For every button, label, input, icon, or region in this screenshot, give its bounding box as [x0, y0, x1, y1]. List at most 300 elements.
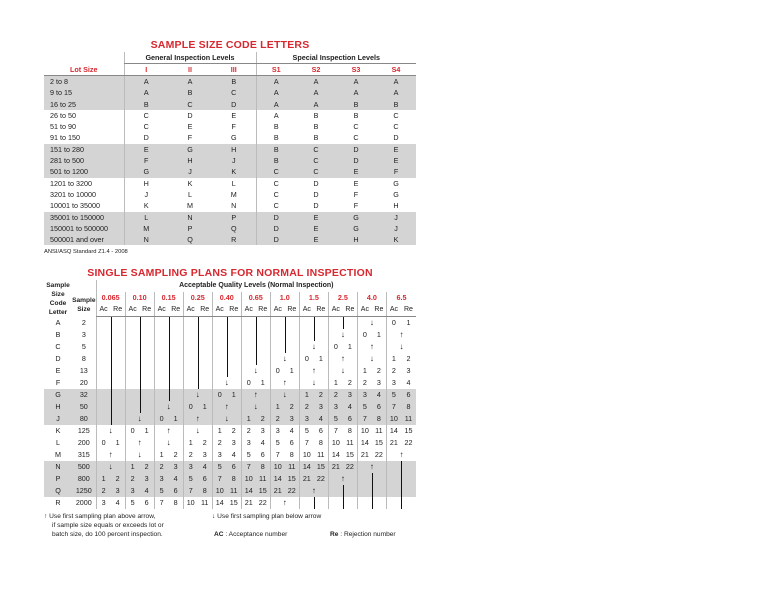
code-letter-cell: D	[336, 155, 376, 166]
plan-cell	[183, 317, 212, 330]
table-row	[44, 178, 416, 189]
ac-label: Ac	[357, 304, 372, 317]
code-letter-cell: A	[376, 76, 416, 88]
code-letter-cell: C	[296, 166, 336, 177]
arrow-line	[111, 401, 112, 413]
re-cell: 4	[169, 473, 184, 485]
plan-cell	[154, 437, 183, 449]
code-letter-cell: J	[44, 413, 72, 425]
code-letter-cell: A	[296, 87, 336, 98]
code-letter-cell: C	[393, 122, 399, 132]
table-row	[44, 132, 416, 143]
ac-cell: 21	[386, 437, 401, 449]
arrow-line	[111, 365, 112, 377]
code-letter-cell: Q	[44, 485, 72, 497]
up-arrow-icon: ↑	[311, 366, 316, 376]
code-letter-cell: C	[55, 342, 61, 352]
code-letter-cell: B	[55, 330, 61, 340]
re-cell: 6	[144, 498, 149, 508]
code-letter-cell: E	[376, 144, 416, 155]
table-row	[44, 212, 416, 223]
code-letter-cell: G	[393, 178, 399, 188]
re-cell: 1	[260, 378, 265, 388]
code-letter-cell: P	[44, 473, 72, 485]
code-letter-cell: A	[168, 76, 212, 88]
ac-cell: 1	[183, 437, 198, 449]
code-letter-cell: D	[55, 354, 61, 364]
re-cell: 6	[343, 413, 358, 425]
re-cell: 22	[314, 473, 329, 485]
up-arrow-icon: ↑	[282, 378, 287, 388]
re-cell: 15	[314, 461, 329, 473]
ac-cell: 7	[386, 401, 401, 413]
code-letter-cell: B	[313, 122, 319, 132]
arrow-line	[314, 317, 315, 329]
re-cell: 1	[376, 330, 381, 340]
re-cell: 3	[406, 366, 411, 376]
down-arrow-icon: ↓	[369, 318, 374, 328]
code-letter-cell: B	[256, 144, 296, 155]
ac-label: Ac	[212, 304, 227, 317]
re-cell: 1	[227, 389, 242, 401]
aql-level-header: 6.5	[386, 292, 416, 304]
code-letter-cell: F	[353, 201, 359, 211]
ac-cell: 0	[154, 413, 169, 425]
ac-cell: 1	[357, 365, 372, 377]
code-letter-cell: L	[231, 178, 236, 188]
code-letter-cell: A	[336, 76, 376, 88]
re-cell: 8	[401, 401, 416, 413]
down-arrow-icon: ↓	[282, 390, 287, 400]
re-cell: 11	[401, 413, 416, 425]
re-cell: 11	[285, 461, 300, 473]
aql-level-header: 1.5	[299, 292, 328, 304]
plan-cell	[241, 401, 270, 413]
re-cell: 3	[314, 401, 329, 413]
code-letter-cell: A	[256, 87, 296, 98]
re-cell: 1	[406, 318, 411, 328]
ac-cell: 5	[212, 461, 227, 473]
arrow-line	[227, 329, 228, 341]
re-label: Re	[227, 304, 242, 317]
arrow-line	[343, 317, 344, 329]
re-label: Re	[198, 304, 213, 317]
code-letter-cell: A	[256, 110, 296, 121]
plan-cell	[270, 329, 299, 341]
arrow-line	[372, 473, 373, 485]
arrow-line	[111, 389, 112, 401]
plan-cell	[386, 341, 416, 353]
ac-label: Ac	[299, 304, 314, 317]
code-letter-cell: A	[376, 87, 416, 98]
arrow-line	[198, 317, 199, 329]
code-letter-cell: P	[212, 212, 256, 223]
ac-cell: 2	[212, 437, 227, 449]
standard-note: ANSI/ASQ Standard Z1.4 - 2008	[44, 249, 128, 256]
table-row	[44, 449, 416, 461]
code-letter-cell: G	[44, 389, 72, 401]
plan-cell	[183, 389, 212, 401]
ac-cell: 0	[125, 425, 140, 437]
table-row	[44, 189, 416, 200]
table-row	[44, 365, 416, 377]
table-row	[44, 144, 416, 155]
arrow-line	[140, 377, 141, 389]
up-arrow-icon: ↑	[340, 474, 345, 484]
plan-cell	[154, 377, 183, 389]
plan-cell	[328, 353, 357, 365]
re-cell: 8	[347, 426, 352, 436]
up-arrow-icon: ↑	[44, 513, 48, 521]
re-label: Re	[314, 304, 329, 317]
re-cell: 15	[345, 450, 354, 460]
re-cell: 4	[140, 485, 155, 497]
re-cell: 11	[346, 438, 354, 448]
arrow-line	[169, 389, 170, 401]
code-letter-cell: C	[256, 178, 296, 189]
re-cell: 3	[169, 461, 184, 473]
plan-cell	[357, 497, 386, 509]
plan-cell	[183, 341, 212, 353]
ac-label: Ac	[328, 304, 343, 317]
ac-cell: 5	[357, 401, 372, 413]
ac-cell: 5	[183, 473, 198, 485]
code-letter-cell: C	[353, 122, 359, 132]
re-cell: 4	[343, 401, 358, 413]
code-letter-cell: D	[212, 99, 256, 110]
re-cell: 15	[374, 438, 383, 448]
ac-cell: 0	[386, 317, 401, 330]
ac-cell: 0	[183, 401, 198, 413]
plan-cell	[299, 377, 328, 389]
re-cell: 8	[256, 461, 271, 473]
re-cell: 4	[231, 450, 236, 460]
plan-cell	[125, 389, 154, 401]
re-cell: 6	[198, 473, 213, 485]
sample-size-cell: 20	[79, 378, 88, 388]
up-arrow-icon: ↑	[399, 330, 404, 340]
ac-cell: 0	[328, 341, 343, 353]
code-letter-cell: B	[124, 99, 168, 110]
arrow-line	[227, 341, 228, 353]
ac-cell: 5	[241, 449, 256, 461]
re-cell: 4	[372, 389, 387, 401]
ac-cell: 7	[212, 473, 227, 485]
down-arrow-icon: ↓	[340, 366, 345, 376]
ac-cell: 2	[357, 377, 372, 389]
plan-cell	[96, 341, 125, 353]
re-cell: 22	[404, 438, 413, 448]
re-cell: 6	[289, 438, 294, 448]
code-letter-cell: D	[393, 133, 399, 143]
ac-cell: 21	[270, 485, 285, 497]
re-label: Re	[256, 304, 271, 317]
ac-cell: 0	[96, 437, 111, 449]
arrow-line	[198, 329, 199, 341]
plan-cell	[96, 353, 125, 365]
table-row	[44, 329, 416, 341]
column-label: I	[124, 64, 168, 76]
code-letter-cell: C	[124, 110, 168, 121]
arrow-line	[285, 317, 286, 329]
re-cell: 1	[347, 342, 352, 352]
re-cell: 4	[406, 378, 411, 388]
code-letter-cell: B	[376, 99, 416, 110]
ac-cell: 3	[125, 485, 140, 497]
down-arrow-icon: ↓	[137, 450, 142, 460]
code-letter-cell: M	[124, 223, 168, 234]
plan-cell	[241, 317, 270, 330]
plan-cell	[357, 473, 386, 485]
re-cell: 8	[227, 473, 242, 485]
aql-group-header: Acceptable Quality Levels (Normal Inspection)	[96, 280, 416, 292]
arrow-line	[140, 353, 141, 365]
up-arrow-icon: ↑	[340, 354, 345, 364]
arrow-line	[140, 401, 141, 413]
code-letter-cell: F	[376, 166, 416, 177]
down-arrow-icon: ↓	[282, 354, 287, 364]
plan-cell	[357, 461, 386, 473]
re-cell: 22	[258, 498, 267, 508]
up-arrow-icon: ↑	[195, 414, 200, 424]
table-row	[44, 485, 416, 497]
code-letter-cell: L	[188, 189, 192, 199]
code-letter-cell: A	[336, 87, 376, 98]
plan-cell	[125, 365, 154, 377]
re-cell: 15	[285, 473, 300, 485]
down-arrow-icon: ↓	[108, 462, 113, 472]
arrow-line	[372, 485, 373, 497]
ac-label: Ac	[270, 304, 285, 317]
plan-cell	[96, 461, 125, 473]
arrow-line	[140, 329, 141, 341]
column-label: II	[168, 64, 212, 76]
code-letter-cell: D	[256, 234, 296, 245]
arrow-line	[198, 365, 199, 377]
plan-cell	[212, 317, 241, 330]
plan-cell	[270, 317, 299, 330]
plan-cell	[386, 473, 416, 485]
ac-cell: 14	[299, 461, 314, 473]
table-row	[44, 413, 416, 425]
ac-cell: 1	[241, 413, 256, 425]
arrow-line	[314, 329, 315, 341]
code-letter-cell: F	[55, 378, 61, 388]
re-cell: 8	[289, 450, 294, 460]
re-cell: 3	[285, 413, 300, 425]
arrow-line	[111, 377, 112, 389]
ac-cell: 2	[241, 425, 256, 437]
arrow-line	[314, 497, 315, 509]
table-row	[44, 401, 416, 413]
lot-size-cell: 281 to 500	[44, 155, 124, 166]
ac-cell: 2	[386, 365, 401, 377]
plan-cell	[270, 341, 299, 353]
lot-size-cell: 501 to 1200	[44, 166, 124, 177]
ac-label: Ac	[183, 304, 198, 317]
ac-cell: 3	[386, 377, 401, 389]
sample-size-cell: 500	[72, 461, 96, 473]
re-cell: 3	[376, 378, 381, 388]
lot-size-cell: 51 to 90	[50, 122, 76, 132]
lot-size-cell: 16 to 25	[44, 99, 124, 110]
plan-cell	[357, 353, 386, 365]
code-letter-cell: R	[212, 234, 256, 245]
plan-cell	[299, 329, 328, 341]
code-letter-cell: B	[313, 133, 319, 143]
re-cell: 3	[140, 473, 155, 485]
plan-cell	[386, 461, 416, 473]
code-letter-cell: A	[296, 99, 336, 110]
re-label: Re	[372, 304, 387, 317]
ac-key: AC : Acceptance number	[214, 531, 288, 539]
table-row	[44, 155, 416, 166]
plan-cell	[328, 473, 357, 485]
re-cell: 15	[404, 426, 413, 436]
code-letter-cell: C	[296, 144, 336, 155]
code-letter-cell: E	[124, 144, 168, 155]
plan-cell	[386, 497, 416, 509]
code-letter-cell: C	[168, 99, 212, 110]
arrow-line	[169, 329, 170, 341]
code-letter-cell: J	[212, 155, 256, 166]
down-arrow-icon: ↓	[195, 426, 200, 436]
code-letter-cell: C	[296, 155, 336, 166]
re-cell: 6	[169, 485, 184, 497]
re-cell: 22	[285, 485, 300, 497]
plan-cell	[96, 401, 125, 413]
table-row	[44, 76, 416, 88]
re-cell: 2	[314, 389, 329, 401]
ac-cell: 7	[270, 449, 285, 461]
lot-size-cell: 35001 to 150000	[44, 212, 124, 223]
down-arrow-icon: ↓	[195, 390, 200, 400]
plan-cell	[154, 401, 183, 413]
down-arrow-icon: ↓	[137, 414, 142, 424]
plan-cell	[183, 329, 212, 341]
code-letter-cell: E	[336, 166, 376, 177]
code-letter-cell: E	[296, 234, 336, 245]
arrow-line	[140, 389, 141, 401]
down-arrow-legend: ↓ Use first sampling plan below arrow	[212, 513, 322, 521]
up-arrow-legend-line3: batch size, do 100 percent inspection.	[52, 531, 163, 539]
re-cell: 8	[198, 485, 213, 497]
code-letter-cell: C	[353, 133, 359, 143]
code-letter-cell: D	[124, 132, 168, 143]
code-letter-cell: H	[212, 144, 256, 155]
code-letter-cell: C	[256, 200, 296, 211]
sample-size-cell: 800	[72, 473, 96, 485]
code-letter-cell: B	[256, 155, 296, 166]
re-cell: 15	[256, 485, 271, 497]
code-letter-cell: R	[55, 498, 61, 508]
re-cell: 11	[200, 498, 209, 508]
re-cell: 22	[374, 450, 383, 460]
ac-cell: 1	[328, 377, 343, 389]
re-cell: 11	[227, 485, 242, 497]
aql-level-header: 4.0	[357, 292, 386, 304]
ac-cell: 1	[270, 401, 285, 413]
code-letter-cell: M	[230, 189, 237, 199]
aql-level-header: 0.25	[183, 292, 212, 304]
code-letter-cell: H	[44, 401, 72, 413]
plan-cell	[125, 341, 154, 353]
re-cell: 8	[173, 498, 178, 508]
column-label: S3	[336, 64, 376, 76]
up-arrow-icon: ↑	[224, 402, 229, 412]
sample-size-cell: 13	[79, 366, 88, 376]
code-letter-cell: B	[256, 121, 296, 132]
code-letter-cell: J	[376, 212, 416, 223]
code-letter-cell: E	[55, 366, 61, 376]
ac-cell: 14	[241, 485, 256, 497]
code-letter-cell: H	[124, 178, 168, 189]
arrow-line	[227, 365, 228, 377]
ac-cell: 3	[270, 425, 285, 437]
ac-cell: 10	[241, 473, 256, 485]
ac-cell: 5	[270, 437, 285, 449]
code-letter-cell: G	[124, 166, 168, 177]
code-letter-cell: D	[256, 223, 296, 234]
down-arrow-icon: ↓	[212, 513, 216, 521]
ac-cell: 10	[357, 425, 372, 437]
plan-cell	[386, 485, 416, 497]
inspection-card	[44, 38, 416, 545]
up-arrow-legend: ↑ Use first sampling plan above arrow,	[44, 513, 156, 521]
table-row	[44, 341, 416, 353]
plan-cell	[357, 317, 386, 330]
table-row	[44, 377, 416, 389]
table-row	[44, 497, 416, 509]
ac-cell: 14	[357, 437, 372, 449]
arrow-line	[227, 353, 228, 365]
column-label: S2	[296, 64, 336, 76]
up-arrow-icon: ↑	[311, 486, 316, 496]
table-row	[44, 353, 416, 365]
aql-level-header: 0.65	[241, 292, 270, 304]
code-letter-cell: G	[336, 223, 376, 234]
ac-cell: 10	[212, 485, 227, 497]
plan-cell	[328, 485, 357, 497]
plan-cell	[96, 329, 125, 341]
ac-cell: 3	[357, 389, 372, 401]
ac-cell: 5	[299, 425, 314, 437]
code-letter-cell: B	[353, 110, 359, 120]
re-cell: 2	[376, 366, 381, 376]
ac-label: Ac	[125, 304, 140, 317]
arrow-line	[343, 497, 344, 509]
plan-cell	[125, 449, 154, 461]
sample-size-header: Sample Size	[72, 296, 96, 313]
ac-cell: 14	[328, 449, 343, 461]
re-label: Re	[285, 304, 300, 317]
ac-cell: 1	[154, 449, 169, 461]
arrow-line	[111, 317, 112, 329]
re-cell: 1	[115, 438, 120, 448]
ac-cell: 1	[96, 473, 111, 485]
arrow-line	[140, 341, 141, 353]
plan-cell	[96, 365, 125, 377]
ac-cell: 10	[328, 437, 343, 449]
up-arrow-icon: ↑	[137, 438, 142, 448]
plan-cell	[241, 341, 270, 353]
arrow-line	[111, 353, 112, 365]
column-label: S4	[376, 64, 416, 76]
up-arrow-legend-line2: if sample size equals or exceeds lot or	[52, 522, 164, 530]
arrow-line	[111, 341, 112, 353]
table-row	[44, 223, 416, 234]
plan-cell	[125, 413, 154, 425]
